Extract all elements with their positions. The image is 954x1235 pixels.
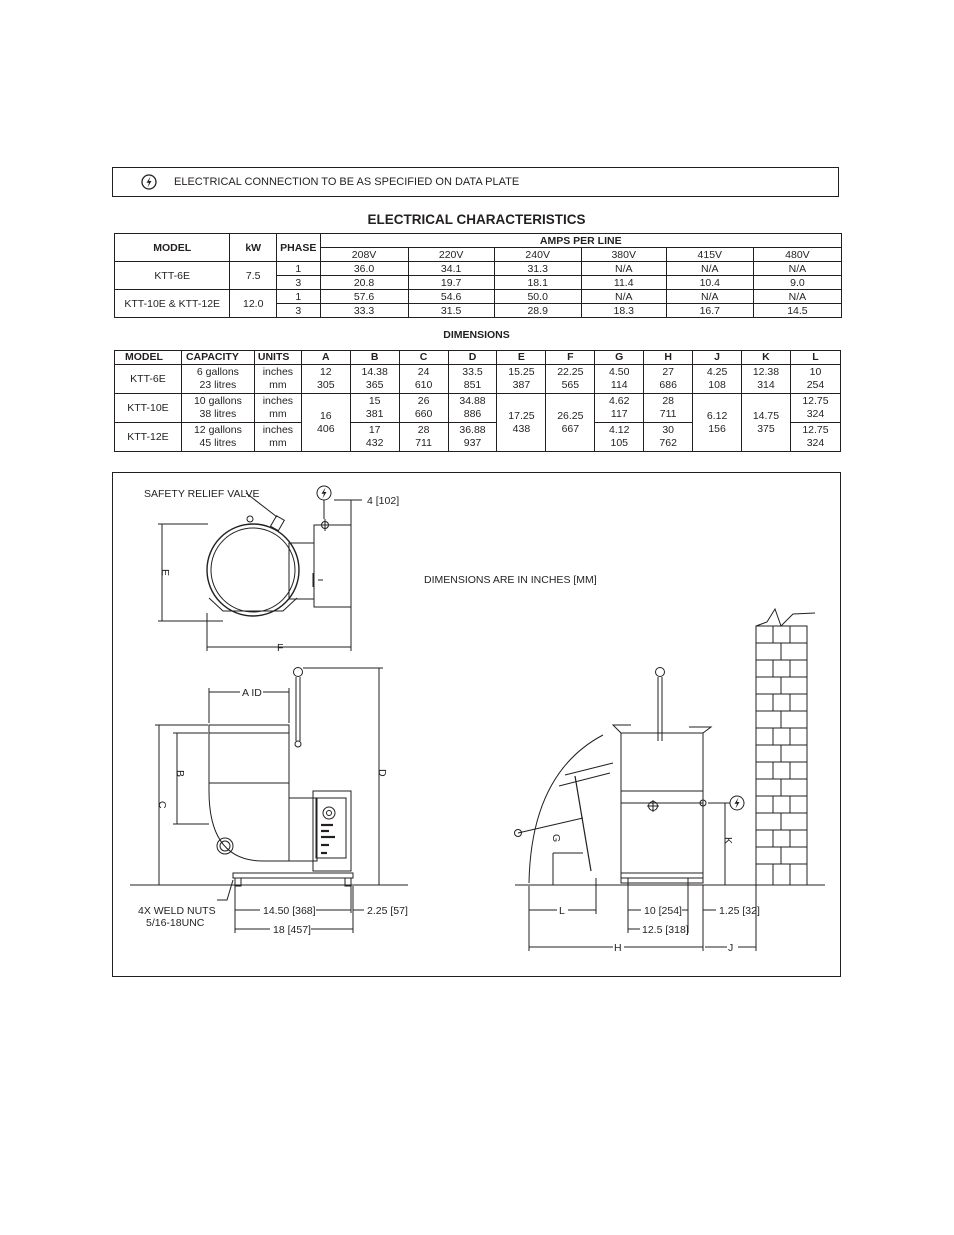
dim-letter-g: G	[550, 834, 562, 843]
dim-125b-label: 12.5 [318]	[642, 924, 689, 936]
weld-nuts-label: 4X WELD NUTS	[138, 905, 216, 917]
dim-j: 4.25 108	[693, 365, 742, 394]
amps-cell: 33.3	[320, 304, 408, 318]
dim-letter-l: L	[559, 905, 565, 917]
voltage-header: 240V	[494, 248, 581, 262]
header-amps: AMPS PER LINE	[320, 234, 841, 248]
amps-cell: 36.0	[320, 262, 408, 276]
dim-letter-c: C	[156, 801, 168, 809]
dim-j: 6.12 156	[693, 394, 742, 452]
dim-h: 28 711	[644, 394, 693, 423]
dim-header: UNITS	[254, 351, 301, 365]
voltage-header: 220V	[408, 248, 494, 262]
dim-e: 15.25 387	[497, 365, 546, 394]
dim-b: 17 432	[350, 423, 399, 452]
dim-header: C	[399, 351, 448, 365]
dim-letter-a: A ID	[242, 687, 262, 699]
dim-header: J	[693, 351, 742, 365]
amps-cell: 28.9	[494, 304, 581, 318]
voltage-header: 380V	[581, 248, 666, 262]
dim-h: 30 762	[644, 423, 693, 452]
voltage-header: 415V	[666, 248, 753, 262]
amps-cell: 16.7	[666, 304, 753, 318]
amps-cell: 18.3	[581, 304, 666, 318]
dim-g: 4.62 117	[595, 394, 644, 423]
dim-d: 34.88 886	[448, 394, 497, 423]
dim-letter-f: F	[277, 642, 284, 654]
electrical-hazard-icon	[141, 174, 157, 190]
dim-header: H	[644, 351, 693, 365]
dim-h: 27 686	[644, 365, 693, 394]
dim-letter-k: K	[722, 837, 734, 845]
dim-a: 12 305	[301, 365, 350, 394]
amps-cell: 9.0	[753, 276, 841, 290]
dim-b: 15 381	[350, 394, 399, 423]
dim-c: 26 660	[399, 394, 448, 423]
dim-l: 12.75 324	[790, 394, 840, 423]
dim-4-label: 4 [102]	[367, 495, 400, 507]
safety-valve-label: SAFETY RELIEF VALVE	[144, 488, 260, 500]
dim-header: G	[595, 351, 644, 365]
dim-letter-h: H	[614, 942, 622, 954]
dim-header: K	[742, 351, 791, 365]
voltage-header: 480V	[753, 248, 841, 262]
amps-cell: N/A	[753, 290, 841, 304]
dim-10-label: 10 [254]	[644, 905, 682, 917]
dim-c: 24 610	[399, 365, 448, 394]
dim-125-label: 1.25 [32]	[719, 905, 760, 917]
amps-cell: 31.5	[408, 304, 494, 318]
units-note: DIMENSIONS ARE IN INCHES [MM]	[424, 574, 597, 586]
dim-header: MODEL	[115, 351, 182, 365]
dim-b: 14.38 365	[350, 365, 399, 394]
dim-header: A	[301, 351, 350, 365]
dim-d: 36.88 937	[448, 423, 497, 452]
amps-cell: 11.4	[581, 276, 666, 290]
phase-cell: 1	[276, 290, 320, 304]
units-cell: inches mm	[254, 423, 301, 452]
amps-cell: 31.3	[494, 262, 581, 276]
model-cell: KTT-6E	[115, 365, 182, 394]
capacity-cell: 6 gallons 23 litres	[181, 365, 254, 394]
dim-d: 33.5 851	[448, 365, 497, 394]
phase-cell: 3	[276, 276, 320, 290]
capacity-cell: 10 gallons 38 litres	[181, 394, 254, 423]
header-model: MODEL	[115, 234, 230, 262]
dim-c: 28 711	[399, 423, 448, 452]
top-view	[144, 486, 399, 654]
amps-cell: N/A	[581, 290, 666, 304]
amps-cell: 10.4	[666, 276, 753, 290]
header-kw: kW	[230, 234, 277, 262]
brick-wall	[756, 609, 815, 885]
header-phase: PHASE	[276, 234, 320, 262]
dim-e: 17.25 438	[497, 394, 546, 452]
amps-cell: N/A	[666, 262, 753, 276]
dim-header: L	[790, 351, 840, 365]
dim-18-label: 18 [457]	[273, 924, 311, 936]
amps-cell: 14.5	[753, 304, 841, 318]
dim-g: 4.12 105	[595, 423, 644, 452]
dim-header: E	[497, 351, 546, 365]
dimensions-table	[114, 350, 841, 452]
amps-cell: 34.1	[408, 262, 494, 276]
amps-cell: N/A	[753, 262, 841, 276]
dim-l: 12.75 324	[790, 423, 840, 452]
dim-letter-j: J	[728, 942, 734, 954]
amps-cell: 57.6	[320, 290, 408, 304]
dim-header: F	[546, 351, 595, 365]
side-view	[515, 609, 826, 954]
units-cell: inches mm	[254, 394, 301, 423]
amps-cell: 18.1	[494, 276, 581, 290]
dim-f: 26.25 667	[546, 394, 595, 452]
amps-cell: N/A	[581, 262, 666, 276]
dim-letter-e: E	[159, 569, 171, 577]
dim-letter-d: D	[376, 769, 388, 777]
kettle-drawing	[113, 473, 842, 978]
weld-nuts-thread: 5/16-18UNC	[146, 917, 205, 929]
amps-cell: 19.7	[408, 276, 494, 290]
electrical-notice	[112, 167, 839, 197]
kw-cell: 7.5	[230, 262, 277, 290]
dim-f: 22.25 565	[546, 365, 595, 394]
dimension-drawing	[112, 472, 841, 977]
front-view	[130, 668, 408, 937]
dim-header: D	[448, 351, 497, 365]
electrical-hazard-icon	[730, 796, 744, 810]
dim-letter-b: B	[174, 770, 186, 778]
amps-cell: 20.8	[320, 276, 408, 290]
electrical-title: ELECTRICAL CHARACTERISTICS	[367, 212, 586, 227]
notice-text: ELECTRICAL CONNECTION TO BE AS SPECIFIED ON DATA PLATE	[174, 176, 520, 188]
capacity-cell: 12 gallons 45 litres	[181, 423, 254, 452]
model-cell: KTT-6E	[115, 262, 230, 290]
dim-1450-label: 14.50 [368]	[263, 905, 316, 917]
amps-cell: N/A	[666, 290, 753, 304]
electrical-hazard-icon	[317, 486, 331, 500]
electrical-table	[114, 233, 842, 318]
dim-k: 14.75 375	[742, 394, 791, 452]
dim-225-label: 2.25 [57]	[367, 905, 408, 917]
dim-header: CAPACITY	[181, 351, 254, 365]
dim-g: 4.50 114	[595, 365, 644, 394]
units-cell: inches mm	[254, 365, 301, 394]
phase-cell: 3	[276, 304, 320, 318]
model-cell: KTT-10E	[115, 394, 182, 423]
dim-header: B	[350, 351, 399, 365]
amps-cell: 54.6	[408, 290, 494, 304]
dim-l: 10 254	[790, 365, 840, 394]
dimensions-title: DIMENSIONS	[443, 329, 510, 341]
dim-k: 12.38 314	[742, 365, 791, 394]
voltage-header: 208V	[320, 248, 408, 262]
model-cell: KTT-10E & KTT-12E	[115, 290, 230, 318]
amps-cell: 50.0	[494, 290, 581, 304]
kw-cell: 12.0	[230, 290, 277, 318]
model-cell: KTT-12E	[115, 423, 182, 452]
dim-a: 16 406	[301, 394, 350, 452]
phase-cell: 1	[276, 262, 320, 276]
